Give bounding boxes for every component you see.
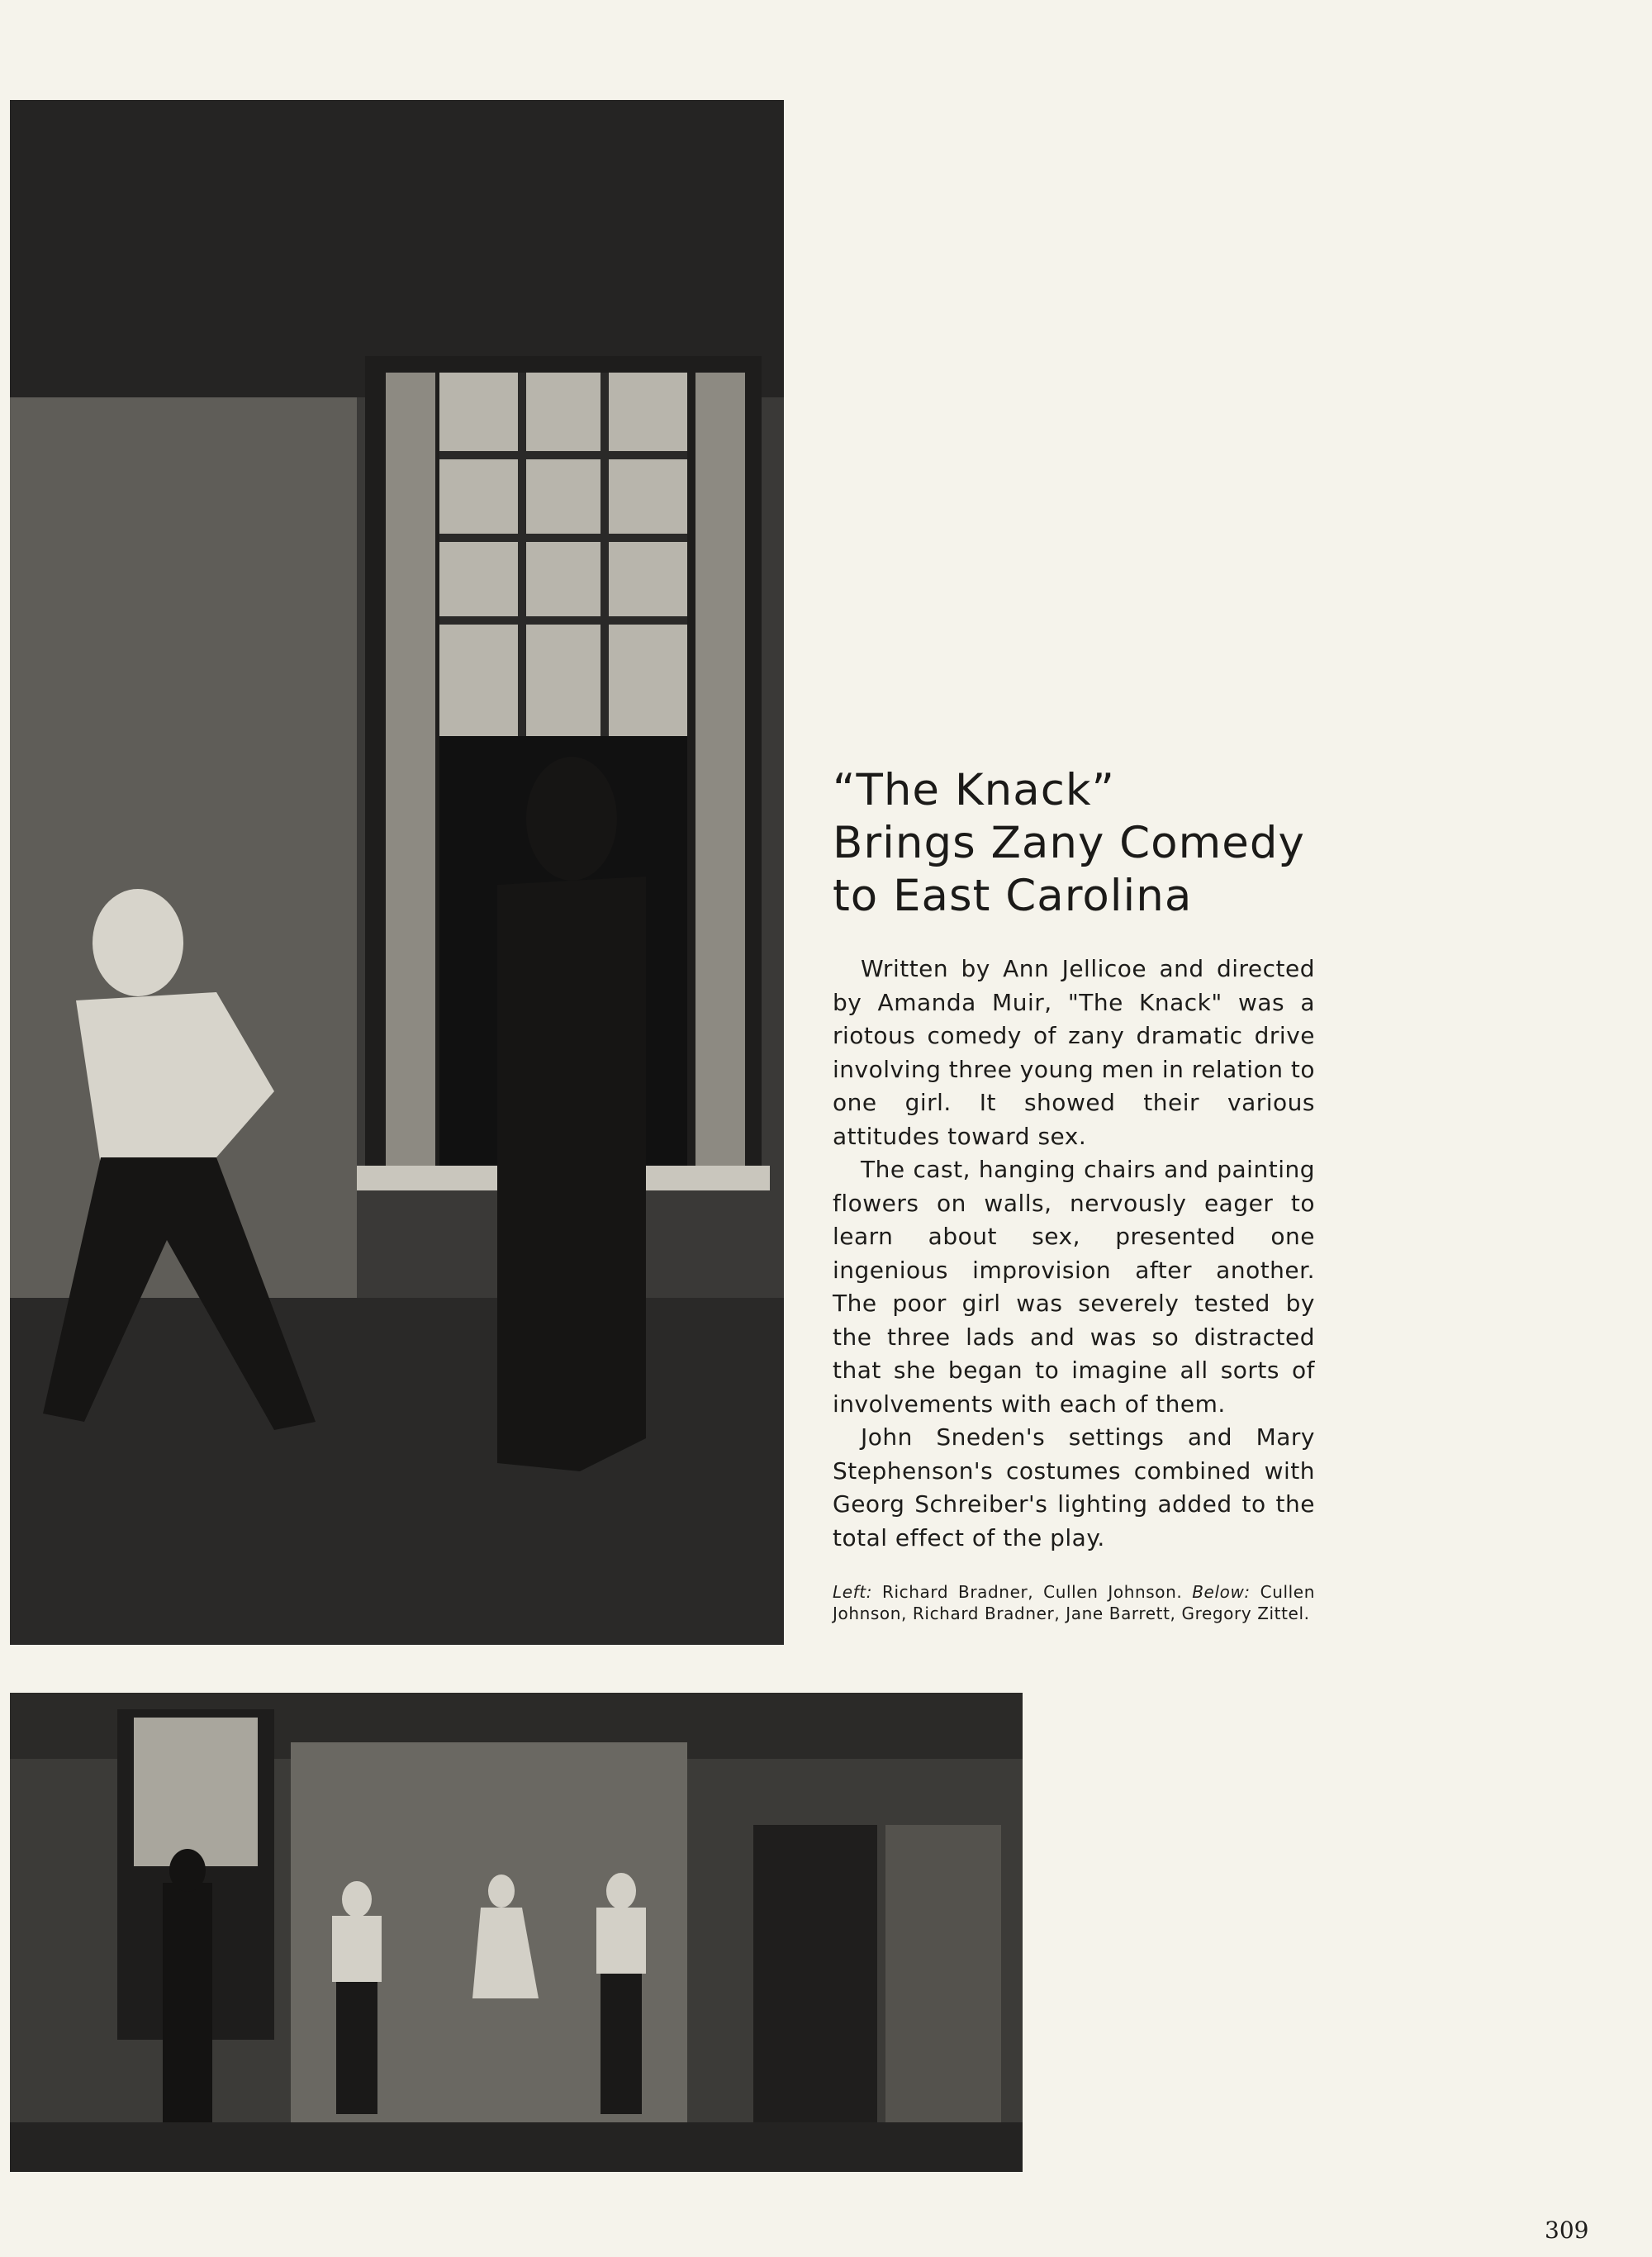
- photo-below-graphic: [10, 1693, 1023, 2172]
- article-body: [833, 953, 1315, 1555]
- headline-line-3: to East Carolina: [833, 871, 1193, 921]
- caption-left-label: Left:: [833, 1582, 873, 1602]
- photo-left-stage-scene: [10, 100, 784, 1645]
- headline-line-2: Brings Zany Comedy: [833, 818, 1305, 868]
- photo-caption: [833, 1581, 1315, 1624]
- paragraph: The cast, hanging chairs and painting flowers on walls, nervously eager to learn about sex, presented one ingenious improvision after another. The poor girl was severely tested by the three lads and was so distracted that she began to imagine all sorts of involvements with each of them.: [833, 1156, 1315, 1418]
- headline: [833, 764, 1315, 923]
- caption-left-names: Richard Bradner, Cullen Johnson.: [881, 1582, 1183, 1602]
- photo-left-graphic: [10, 100, 784, 1645]
- paragraph: Written by Ann Jellicoe and directed by Amanda Muir, "The Knack" was a riotous comedy of zany dramatic drive involving three young men in relation to one girl. It showed their various attitudes toward sex.: [833, 955, 1315, 1150]
- headline-line-1: “The Knack”: [833, 765, 1115, 815]
- photo-below-stage-scene: [10, 1693, 1023, 2172]
- article: [833, 764, 1315, 1624]
- paragraph: John Sneden's settings and Mary Stephenson's costumes combined with Georg Schreiber's lighting added to the total effect of the play.: [833, 1423, 1315, 1551]
- page-number: 309: [1545, 2217, 1589, 2244]
- caption-below-names: Cullen Johnson, Richard Bradner, Jane Barrett, Gregory Zittel.: [833, 1582, 1315, 1623]
- caption-below-label: Below:: [1192, 1582, 1251, 1602]
